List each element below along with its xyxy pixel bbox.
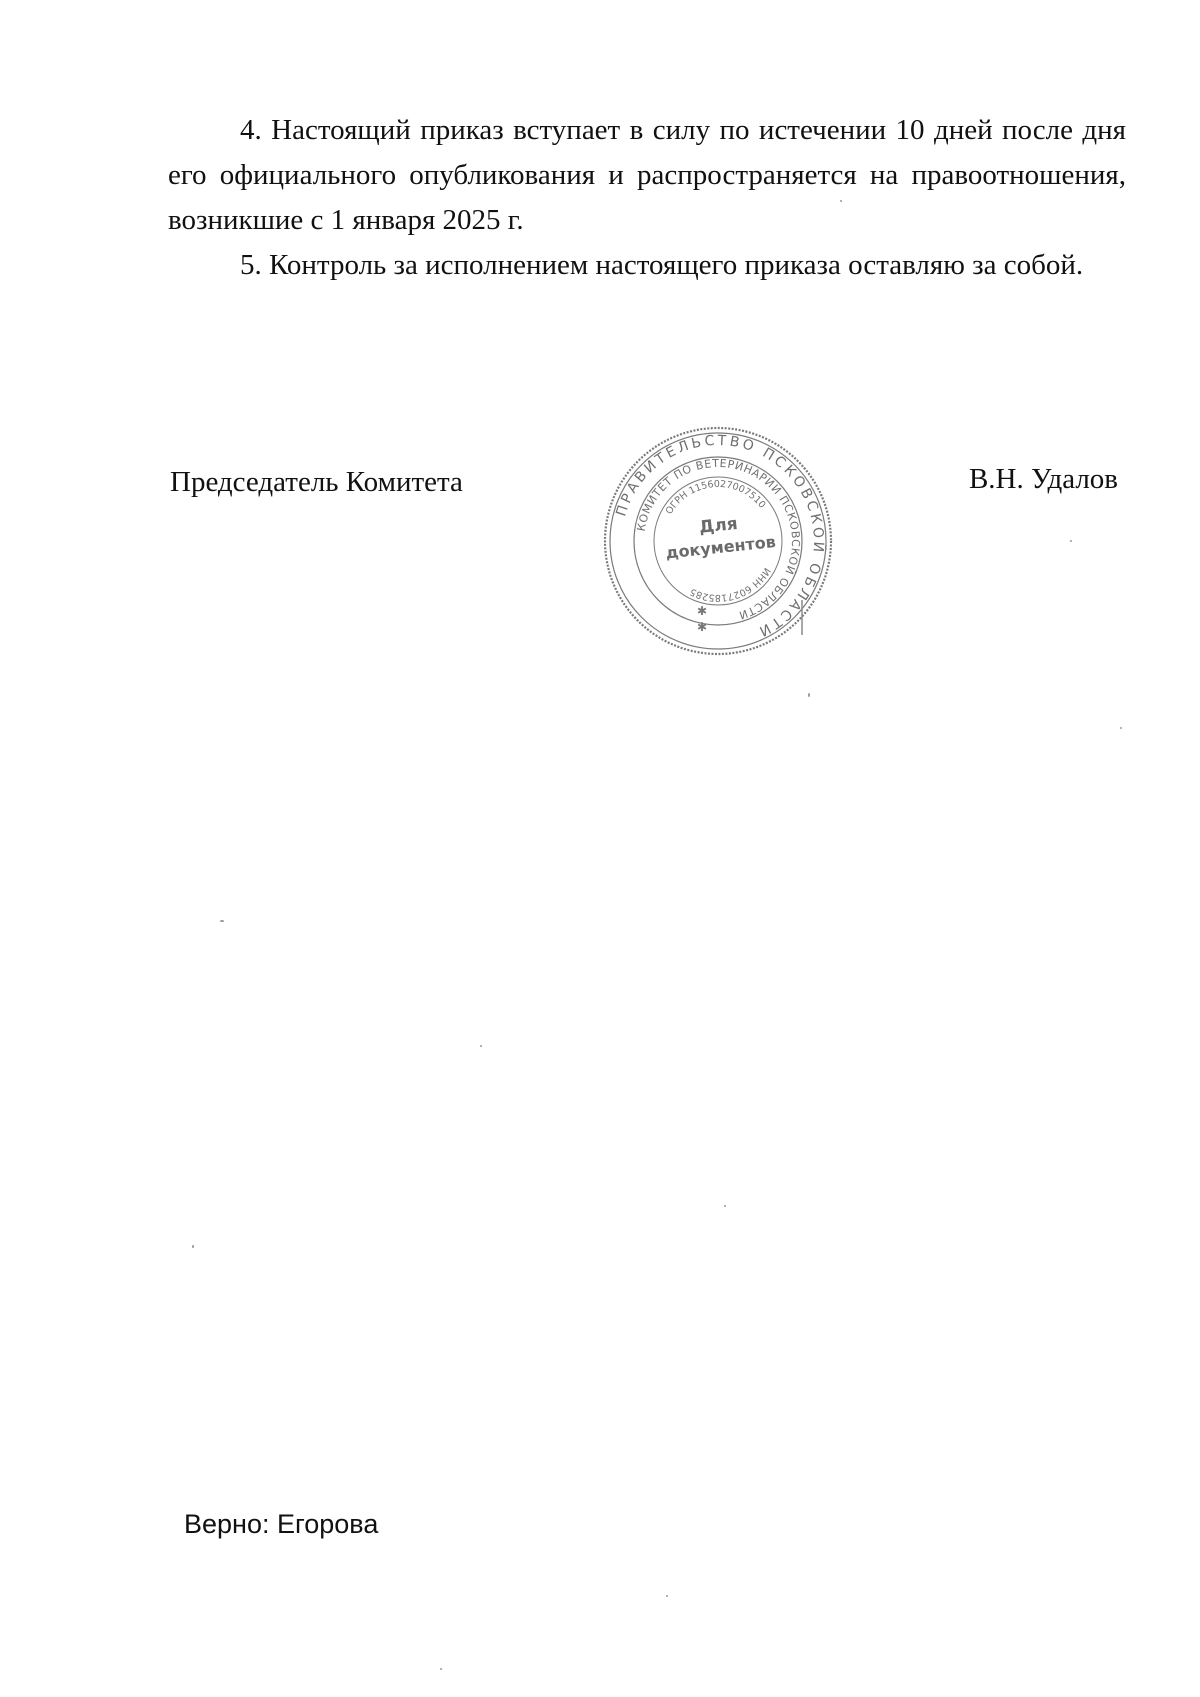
- scan-speck: [1070, 540, 1072, 542]
- scan-speck: [1120, 727, 1122, 729]
- paragraph-5: 5. Контроль за исполнением настоящего приказа оставляю за собой.: [240, 249, 1084, 281]
- scan-speck: [808, 693, 810, 697]
- scan-speck: [724, 1205, 726, 1207]
- seal-inner-text: КОМИТЕТ ПО ВЕТЕРИНАРИИ ПСКОВСКОЙ ОБЛАСТИ: [634, 456, 803, 622]
- seal-star-icon: ✱: [696, 604, 708, 618]
- signatory-name: В.Н. Удалов: [968, 463, 1118, 495]
- seal-outer-text: ПРАВИТЕЛЬСТВО ПСКОВСКОЙ ОБЛАСТИ: [613, 432, 827, 641]
- scan-speck: [220, 920, 224, 922]
- scan-speck: [840, 200, 842, 202]
- scan-speck: [440, 1668, 442, 1670]
- scan-speck: [480, 1045, 482, 1047]
- scan-speck: [666, 1595, 668, 1597]
- paragraph-4: 4. Настоящий приказ вступает в силу по истечении 10 дней после дня его официального опубликования и распространяется на правоотношения, возникшие с 1 января 2025 г.: [168, 114, 1126, 236]
- seal-star-icon-2: ✱: [696, 620, 708, 634]
- seal-center-line-1: Для: [698, 513, 739, 538]
- scan-speck: [192, 1245, 194, 1248]
- seal-inn: ИНН 6027185285: [688, 565, 773, 604]
- certification-note: Верно: Егорова: [184, 1509, 379, 1539]
- seal-center-line-2: документов: [664, 532, 777, 563]
- signatory-position: Председатель Комитета: [170, 466, 463, 498]
- seal-ogrn: ОГРН 1156027007510: [663, 478, 768, 517]
- official-seal-stamp: [602, 425, 834, 657]
